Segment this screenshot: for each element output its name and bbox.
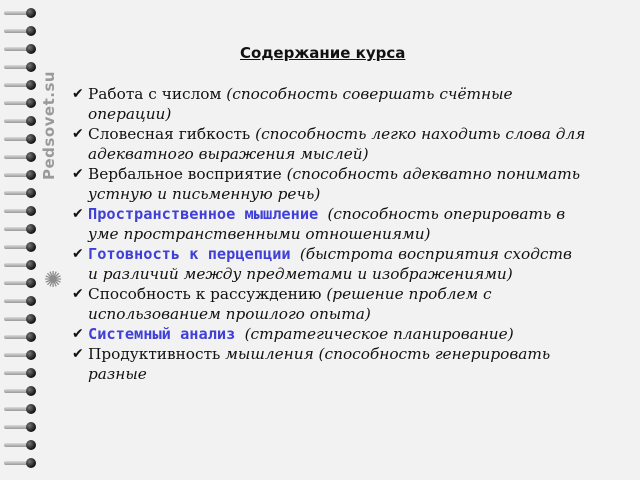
list-item [72,244,586,284]
list-item [72,84,586,124]
binder-ring [4,386,36,396]
binder-ring [4,224,36,234]
binder-ring [4,170,36,180]
item-main: Словесная гибкость [88,125,256,143]
checkmark-icon: ✔ [72,246,84,262]
checkmark-icon: ✔ [72,86,84,102]
item-main: Готовность к перцепции [88,245,300,263]
item-main: Продуктивность [88,345,226,363]
binder-rings [0,0,40,480]
binder-ring [4,134,36,144]
binder-ring [4,206,36,216]
binder-ring [4,458,36,468]
binder-ring [4,98,36,108]
item-desc: мышления (способность генерировать разные [88,345,551,383]
binder-ring [4,332,36,342]
checkmark-icon: ✔ [72,126,84,142]
checkmark-icon: ✔ [72,286,84,302]
item-main: Способность к рассуждению [88,285,327,303]
item-desc: (решение проблем с использованием прошлого опыта) [88,285,492,323]
checkmark-icon: ✔ [72,326,84,342]
binder-ring [4,260,36,270]
binder-ring [4,8,36,18]
binder-ring [4,242,36,252]
item-desc: (способность совершать счётные операции) [88,85,513,123]
checkmark-icon: ✔ [72,166,84,182]
list-item [72,324,586,344]
binder-ring [4,62,36,72]
item-main: Вербальное восприятие [88,165,287,183]
item-main: Работа с числом [88,85,227,103]
list-item [72,204,586,244]
binder-ring [4,152,36,162]
item-main: Пространственное мышление [88,205,328,223]
document-page [72,0,632,480]
binder-ring [4,314,36,324]
checkmark-icon: ✔ [72,346,84,362]
binder-ring [4,368,36,378]
binder-ring [4,188,36,198]
binder-ring [4,296,36,306]
star-ornament-icon: ✺ [44,268,63,293]
binder-ring [4,404,36,414]
item-main: Системный анализ [88,325,245,343]
list-item [72,164,586,204]
item-desc: (способность оперировать в уме пространственными отношениями) [88,205,566,243]
binder-ring [4,440,36,450]
binder-ring [4,116,36,126]
checkmark-icon: ✔ [72,206,84,222]
list-item [72,124,586,164]
binder-ring [4,422,36,432]
page-title: Содержание курса [240,44,406,62]
list-item [72,344,586,384]
item-desc: (быстрота восприятия сходств и различий между предметами и изображениями) [88,245,572,283]
binder-ring [4,278,36,288]
watermark-text: Pedsovet.su [40,70,58,180]
binder-ring [4,350,36,360]
binder-ring [4,26,36,36]
item-desc: (способность легко находить слова для адекватного выражения мыслей) [88,125,586,163]
item-desc: (способность адекватно понимать устную и письменную речь) [88,165,581,203]
list-item [72,284,586,324]
item-desc: (стратегическое планирование) [244,325,514,343]
course-content-list [72,84,586,384]
binder-ring [4,44,36,54]
binder-ring [4,80,36,90]
